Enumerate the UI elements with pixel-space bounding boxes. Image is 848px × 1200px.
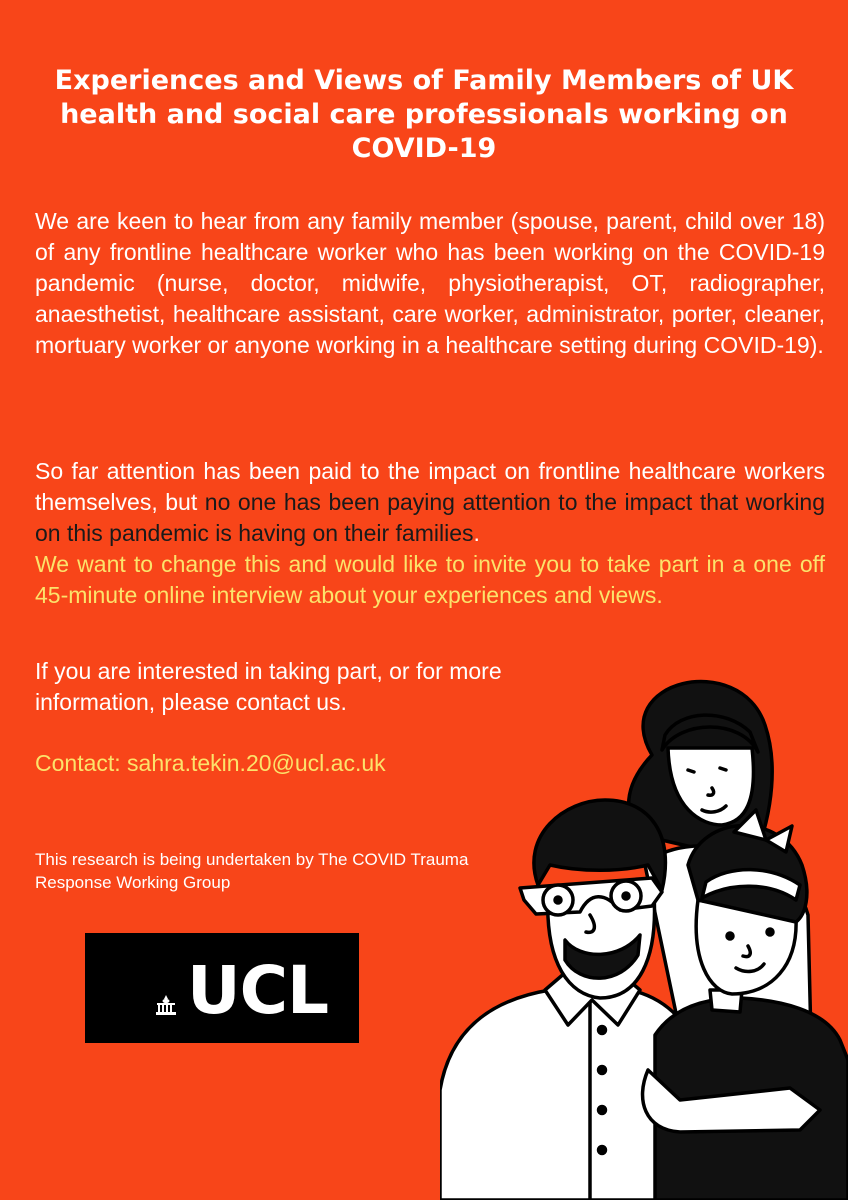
intro-paragraph: We are keen to hear from any family member (spouse, parent, child over 18) of any frontline healthcare worker who has been working on the COVID-19 pandemic (nurse, doctor, midwife, physiotherapist, OT, radiographer, anaesthetist, healthcare assistant, care worker, administrator, porter, cleaner, mortuary worker or anyone working in a healthcare setting during COVID-19). [35, 208, 825, 358]
research-credit: This research is being undertaken by The COVID Trauma Response Working Group [35, 850, 469, 892]
ucl-logo-text: UCL [187, 952, 329, 1029]
invitation-text: We want to change this and would like to invite you to take part in a one off 45-minute online interview about your experiences and views. [35, 551, 825, 608]
page-title: Experiences and Views of Family Members of UK health and social care professionals working on COVID-19 [54, 65, 794, 164]
attention-paragraph [35, 456, 825, 611]
attention-text: So far attention has been paid to the impact on frontline healthcare workers themselves, but [35, 458, 825, 515]
attention-period: . [473, 520, 480, 546]
family-illustration [440, 660, 848, 1200]
portico-icon [155, 994, 177, 1016]
attention-emphasis: no one has been paying attention to the impact that working on this pandemic is having on their families [35, 489, 826, 546]
interest-paragraph: If you are interested in taking part, or for more information, please contact us. [35, 658, 502, 715]
contact-email[interactable]: Contact: sahra.tekin.20@ucl.ac.uk [35, 750, 386, 776]
ucl-logo [85, 933, 359, 1043]
